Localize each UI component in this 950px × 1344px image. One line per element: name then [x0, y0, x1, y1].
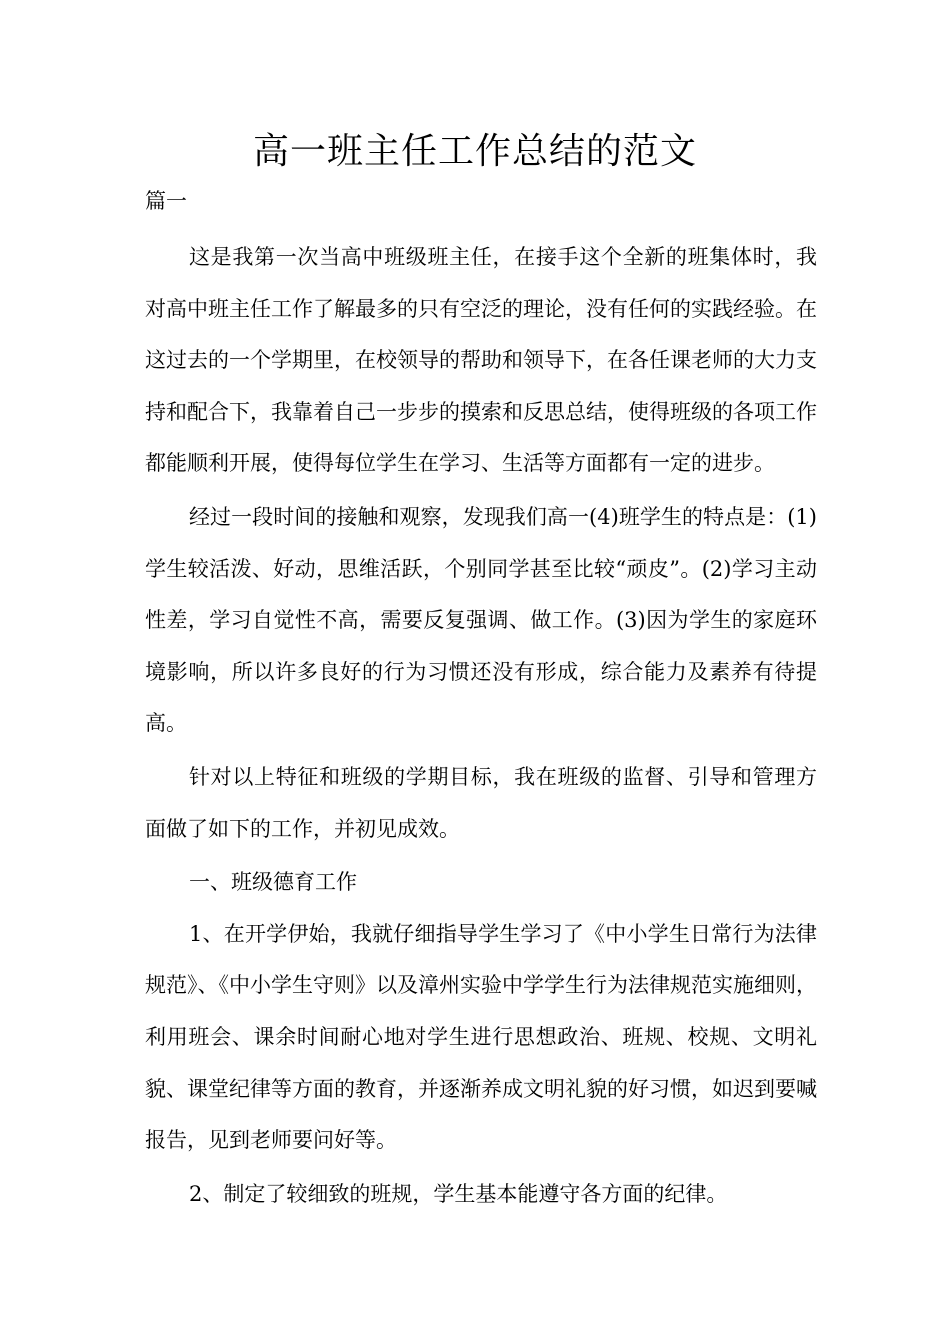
paragraph-item-1: 1、在开学伊始，我就仔细指导学生学习了《中小学生日常行为法律规范》、《中小学生守则》以及漳州实验中学学生行为法律规范实施细则，利用班会、课余时间耐心地对学生进行思想政治、班规、校规、文明礼貌、课堂纪律等方面的教育，并逐渐养成文明礼貌的好习惯，如迟到要喊报告，见到老师要问好等。 [145, 921, 817, 1153]
document-body [145, 180, 817, 1222]
paragraph-intro: 这是我第一次当高中班级班主任，在接手这个全新的班集体时，我对高中班主任工作了解最多的只有空泛的理论，没有任何的实践经验。在这过去的一个学期里，在校领导的帮助和领导下，在各任课老师的大力支持和配合下，我靠着自己一步步的摸索和反思总结，使得班级的各项工作都能顺利开展，使得每位学生在学习、生活等方面都有一定的进步。 [145, 245, 817, 476]
document-title: 高一班主任工作总结的范文 [252, 131, 697, 172]
paragraph-measures: 针对以上特征和班级的学期目标，我在班级的监督、引导和管理方面做了如下的工作，并初见成效。 [145, 764, 817, 841]
section-label: 篇一 [145, 189, 187, 213]
paragraph-class-traits: 经过一段时间的接触和观察，发现我们高一(4)班学生的特点是：(1)学生较活泼、好动，思维活跃，个别同学甚至比较“顽皮”。(2)学习主动性差，学习自觉性不高，需要反复强调、做工作。(3)因为学生的家庭环境影响，所以许多良好的行为习惯还没有形成，综合能力及素养有待提高。 [145, 504, 817, 736]
section-heading-moral-education: 一、班级德育工作 [189, 870, 357, 895]
paragraph-item-2: 2、制定了较细致的班规，学生基本能遵守各方面的纪律。 [189, 1181, 728, 1206]
